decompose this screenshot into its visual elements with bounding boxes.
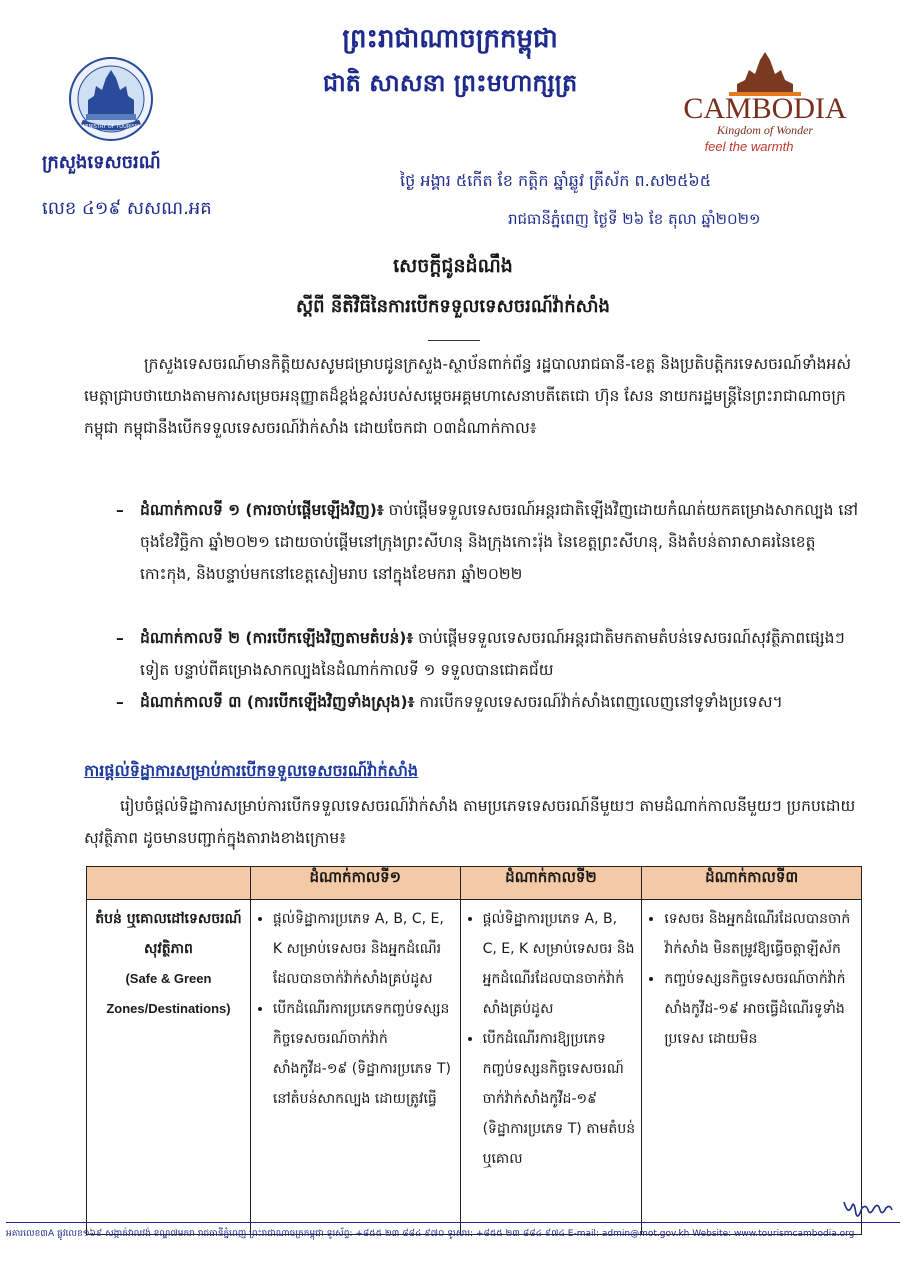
initials-signature [840,1196,896,1222]
intro-paragraph: ក្រសួងទេសចរណ៍មានកិត្តិយសសូមជម្រាបជូនក្រសួង-ស្ថាប័នពាក់ព័ន្ធ រដ្ឋបាលរាជធានី-ខេត្ត និងប្រតិបត្តិករទេសចរណ៍ទាំងអស់មេត្តាជ្រាបថាយោងតាមការសម្រេចអនុញ្ញាតដ៏ខ្ពង់ខ្ពស់របស់សម្តេចអគ្គមហាសេនាបតីតេជោ ហ៊ុន សែន នាយករដ្ឋមន្ត្រីនៃព្រះរាជាណាចក្រកម្ពុជា កម្ពុជានឹងបើកទទួលទេសចរណ៍វ៉ាក់សាំង ដោយចែកជា ០៣ដំណាក់កាល៖ [84,355,852,437]
phase-label: ដំណាក់កាលទី ២ (ការបើកឡើងវិញតាមតំបន់)៖ [140,629,414,647]
bullet-dash: – [116,693,124,711]
ministry-name: ក្រសួងទេសចរណ៍ [42,152,161,173]
table-header-cell: ដំណាក់កាលទី២ [460,867,642,900]
phase-label: ដំណាក់កាលទី ៣ (ការបើកឡើងវិញទាំងស្រុង)៖ [140,693,415,711]
table-header-row [87,867,862,900]
table-row [87,900,862,1235]
phase-item [116,494,862,590]
table-header-cell: ដំណាក់កាលទី៣ [642,867,862,900]
kingdom-title: ព្រះរាជាណាចក្រកម្ពុជា [342,24,558,54]
seal-text: MINISTRY OF TOURISM [82,124,140,130]
bullet-dash: – [116,629,124,647]
table-header-cell: ដំណាក់កាលទី១ [250,867,460,900]
list-item: • បើកដំណើរការឱ្យប្រភេទកញ្ចប់ទស្សនកិច្ចទេសចរណ៍ចាក់វ៉ាក់សាំងកូវីដ-១៩ (ទិដ្ឋាការប្រភេទ T) តាមតំបន់ ឬគោល [483,1024,636,1174]
national-motto: ជាតិ សាសនា ព្រះមហាក្សត្រ [322,68,578,97]
list-item: • កញ្ចប់ទស្សនកិច្ចទេសចរណ៍ចាក់វ៉ាក់សាំងកូវីដ-១៩ អាចធ្វើដំណើរទូទាំងប្រទេស ដោយមិន [664,964,855,1054]
cambodia-wordmark: CAMBODIA [683,92,847,125]
list-item: • បើកដំណើរការប្រភេទកញ្ចប់ទស្សនកិច្ចទេសចរណ៍ចាក់វ៉ាក់សាំងកូវីដ-១៩ (ទិដ្ឋាការប្រភេទ T) នៅតំបន់សាកល្បង ដោយត្រូវធ្វើ [273,994,454,1114]
row-label-english: (Safe & Green Zones/Destinations) [106,971,231,1016]
row-label-cell [87,900,251,1235]
phase1-cell [250,900,460,1235]
title-divider [428,340,480,341]
list-item: • ផ្តល់ទិដ្ឋាការប្រភេទ A, B, C, E, K សម្រាប់ទេសចរ និងអ្នកដំណើរដែលបានចាក់វ៉ាក់សាំងគ្រប់ដូស [273,904,454,994]
section-heading: ការផ្តល់ទិដ្ឋាការសម្រាប់ការបើកទទួលទេសចរណ៍វ៉ាក់សាំង [84,761,419,780]
cambodia-kingdom-of-wonder-logo [665,48,865,158]
phase-text: ចាប់ផ្តើមទទួលទេសចរណ៍អន្តរជាតិមកតាមតំបន់ទេសចរណ៍សុវត្ថិភាពផ្សេងៗទៀត បន្ទាប់ពីគម្រោងសាកល្បងនៃដំណាក់កាលទី ១ ទទួលបានជោគជ័យ [140,629,845,679]
ministry-of-tourism-seal [68,56,154,142]
phase-item [116,622,862,686]
list-item: • ផ្តល់ទិដ្ឋាការប្រភេទ A, B, C, E, K សម្រាប់ទេសចរ និងអ្នកដំណើរដែលបានចាក់វ៉ាក់សាំងគ្រប់ដូស [483,904,636,1024]
lunar-date: ថ្ងៃ អង្គារ ៥កើត ខែ កត្តិក ឆ្នាំឆ្លូវ ត្រីស័ក ព.ស២៥៦៥ [400,171,712,190]
document-title: សេចក្តីជូនដំណឹង [393,255,513,277]
reference-number: លេខ ៤១៩ សសណ.អគ [42,198,212,219]
section-paragraph: រៀបចំផ្តល់ទិដ្ឋាការសម្រាប់ការបើកទទួលទេសចរណ៍វ៉ាក់សាំង តាមប្រភេទទេសចរណ៍នីមួយៗ តាមដំណាក់កាលនីមួយៗ ប្រកបដោយសុវត្ថិភាព ដូចមានបញ្ជាក់ក្នុងតារាងខាងក្រោម៖ [84,797,856,847]
feel-the-warmth-slogan: feel the warmth [704,139,794,154]
row-label-khmer: តំបន់ ឬគោលដៅទេសចរណ៍សុវត្ថិភាព [95,911,242,957]
phase-text: ការបើកទទួលទេសចរណ៍វ៉ាក់សាំងពេញលេញនៅទូទាំងប្រទេស។ [419,693,783,711]
list-item: • ទេសចរ និងអ្នកដំណើរដែលបានចាក់វ៉ាក់សាំង មិនតម្រូវឱ្យធ្វើចត្តាឡីស័ក [664,904,855,964]
visa-phases-table [86,866,862,1235]
phase-label: ដំណាក់កាលទី ១ (ការចាប់ផ្តើមឡើងវិញ)៖ [140,501,384,519]
phase2-cell [460,900,642,1235]
phase-item [116,686,862,718]
document-subject: ស្តីពី នីតិវិធីនៃការបើកទទួលទេសចរណ៍វ៉ាក់សាំង [296,296,610,317]
kingdom-of-wonder-tagline: Kingdom of Wonder [716,123,814,137]
place-and-date: រាជធានីភ្នំពេញ ថ្ងៃទី ២៦ ខែ តុលា ឆ្នាំ២០២១ [508,210,761,228]
footer-divider [6,1222,900,1223]
phase-text: ចាប់ផ្តើមទទួលទេសចរណ៍អន្តរជាតិឡើងវិញដោយកំណត់យកគម្រោងសាកល្បង នៅចុងខែវិច្ឆិកា ឆ្នាំ២០២១ ដោយចាប់ផ្តើមនៅក្រុងព្រះសីហនុ និងក្រុងកោះរ៉ុង នៃខេត្តព្រះសីហនុ, និងតំបន់តារាសាគរនៃខេត្តកោះកុង, និងបន្ទាប់មកនៅខេត្តសៀមរាប នៅក្នុងខែមករា ឆ្នាំ២០២២ [140,501,859,583]
table-header-cell [87,867,251,900]
bullet-dash: – [116,501,124,519]
phase3-cell [642,900,862,1235]
footer-contact: អគារលេខ៣A ផ្លូវលេខ១៦៩ សង្កាត់វាលវង់ ខណ្ឌ៧មករា រាជធានីភ្នំពេញ ព្រះរាជាណាចក្រកម្ពុជា ទូរស័ព្ទ: +៨៥៥ ២៣ ៨៨៤ ៩៧០ ទូរសារ: +៨៥៥ ២៣ ៨៨៤ ៩៧៤ E-mail: admin@mot.gov.kh Website: www.tourismcambodia.org [6,1229,855,1239]
